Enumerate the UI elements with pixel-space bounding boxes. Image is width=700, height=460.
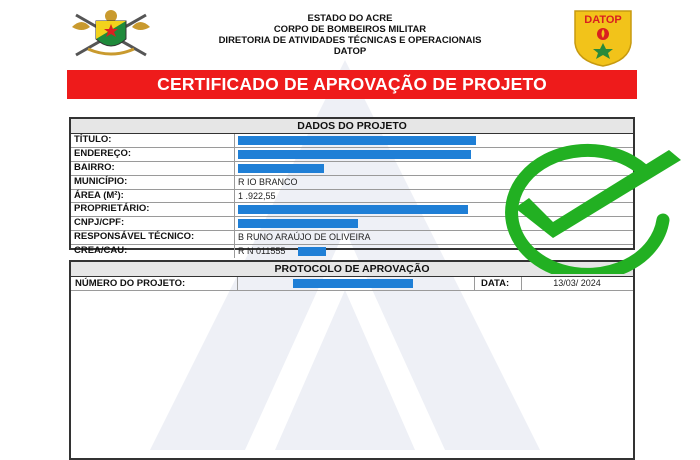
date-label: DATA: <box>481 278 510 289</box>
column-divider <box>234 217 235 230</box>
header-line-directorate: DIRETORIA DE ATIVIDADES TÉCNICAS E OPERACIONAIS <box>218 35 482 46</box>
field-label: MUNICÍPIO: <box>74 175 128 187</box>
redacted-value <box>238 136 476 145</box>
field-label: PROPRIETÁRIO: <box>74 203 150 215</box>
column-divider <box>234 203 235 216</box>
header-line-corps: CORPO DE BOMBEIROS MILITAR <box>273 24 427 35</box>
crest-emblem-icon <box>68 9 154 61</box>
redacted-value <box>238 150 471 159</box>
column-divider <box>474 277 475 290</box>
approval-protocol-heading: PROTOCOLO DE APROVAÇÃO <box>71 262 633 277</box>
field-label: BAIRRO: <box>74 161 115 173</box>
redacted-value <box>238 219 358 228</box>
header-line-acronym: DATOP <box>333 46 367 57</box>
header-text-block <box>180 13 520 57</box>
project-number-label: NÚMERO DO PROJETO: <box>75 278 186 289</box>
field-value-area: 1 .922,55 <box>238 190 276 201</box>
approval-protocol-panel <box>69 260 635 460</box>
column-divider <box>234 162 235 175</box>
column-divider <box>234 231 235 244</box>
redacted-value <box>238 164 324 173</box>
field-label: ENDEREÇO: <box>74 147 132 159</box>
column-divider <box>234 190 235 203</box>
header-line-state: ESTADO DO ACRE <box>307 13 393 24</box>
green-checkmark-icon <box>455 142 693 274</box>
redacted-project-number <box>293 279 413 288</box>
field-value-responsavel: B RUNO ARAÚJO DE OLIVEIRA <box>238 232 371 243</box>
field-label: CREA/CAU: <box>74 245 128 257</box>
datop-shield-logo <box>573 9 633 67</box>
redacted-value <box>298 247 326 256</box>
field-label: CNPJ/CPF: <box>74 217 125 229</box>
date-value: 13/03/ 2024 <box>553 278 601 288</box>
column-divider <box>234 148 235 161</box>
column-divider <box>237 277 238 290</box>
column-divider <box>521 277 522 290</box>
project-data-heading: DADOS DO PROJETO <box>71 119 633 134</box>
column-divider <box>234 245 235 258</box>
field-value-crea: R N 011555 <box>238 246 286 257</box>
column-divider <box>234 134 235 147</box>
logo-text: DATOP <box>584 14 622 26</box>
document-header <box>0 0 700 70</box>
column-divider <box>234 176 235 189</box>
redacted-value <box>238 205 468 214</box>
certificate-title-banner: CERTIFICADO DE APROVAÇÃO DE PROJETO <box>67 70 637 99</box>
protocol-number-row <box>71 277 633 291</box>
field-label: ÁREA (M²): <box>74 189 124 201</box>
field-value-municipio: R IO BRANCO <box>238 176 298 187</box>
field-label: TÍTULO: <box>74 134 112 145</box>
field-label: RESPONSÁVEL TÉCNICO: <box>74 231 195 243</box>
